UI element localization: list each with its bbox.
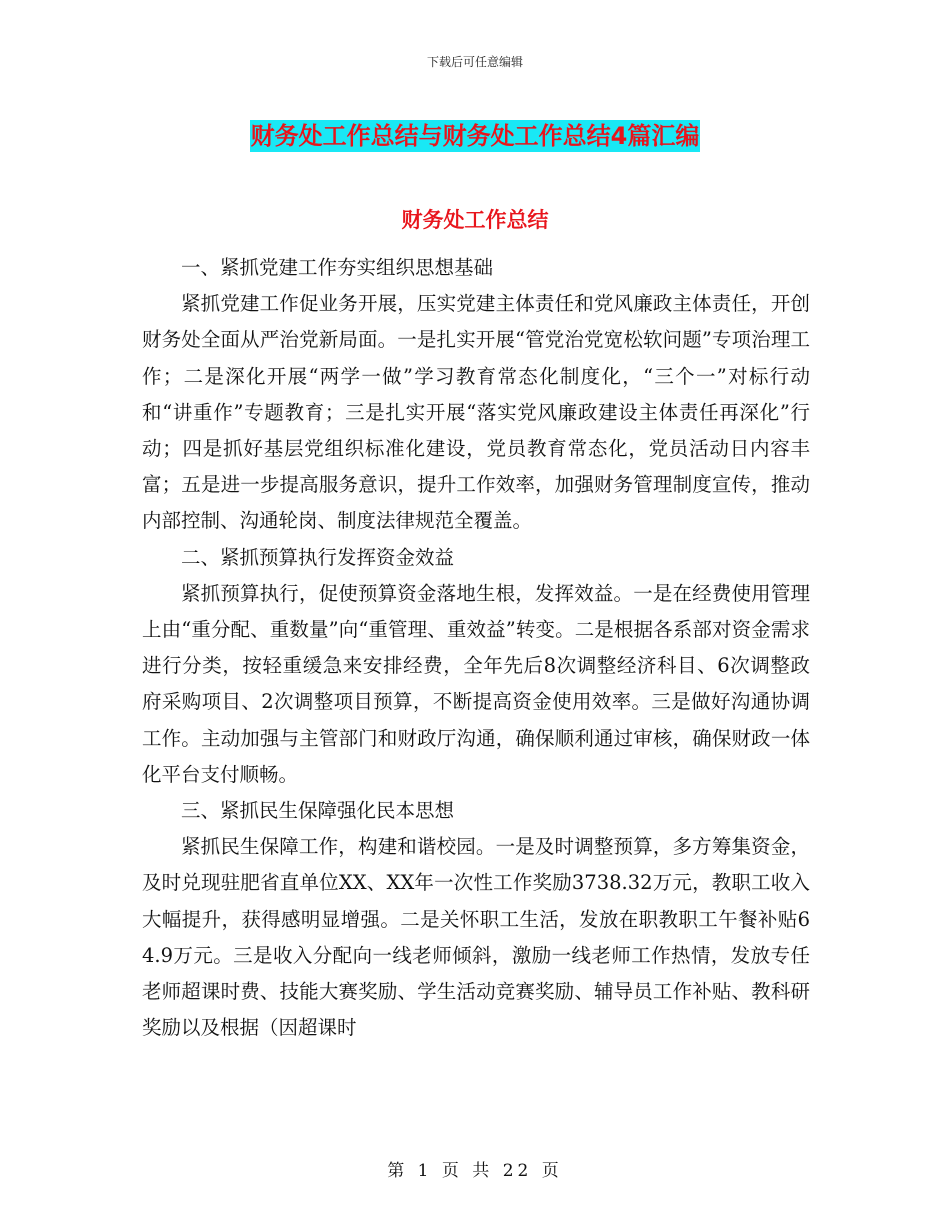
paragraph-livelihood: 紧抓民生保障工作，构建和谐校园。一是及时调整预算，多方筹集资金，及时兑现驻肥省直单位XX、XX年一次性工作奖励3738.32万元，教职工收入大幅提升，获得感明显增强。二是关怀职工生活，发放在职教职工午餐补贴64.9万元。三是收入分配向一线老师倾斜，激励一线老师工作热情，发放专任老师超课时费、技能大赛奖励、学生活动竞赛奖励、辅导员工作补贴、教科研奖励以及根据（因超课时 xyxy=(142,835,810,1040)
heading-budget-execution: 二、紧抓预算执行发挥资金效益 xyxy=(181,545,455,569)
paragraph-budget-execution: 紧抓预算执行，促使预算资金落地生根，发挥效益。一是在经费使用管理上由“重分配、重数量”向“重管理、重效益”转变。二是根据各系部对资金需求进行分类，按轻重缓急来安排经费，全年先后8次调整经济科目、6次调整政府采购项目、2次调整项目预算，不断提高资金使用效率。三是做好沟通协调工作。主动加强与主管部门和财政厅沟通，确保顺利通过审核，确保财政一体化平台支付顺畅。 xyxy=(142,581,810,786)
document-title-text: 财务处工作总结与财务处工作总结4篇汇编 xyxy=(250,122,700,150)
page-number: 第 1 页 共 22 页 xyxy=(387,1161,563,1181)
paragraph-party-building: 紧抓党建工作促业务开展，压实党建主体责任和党风廉政主体责任，开创财务处全面从严治党新局面。一是扎实开展“管党治党宽松软问题”专项治理工作；二是深化开展“两学一做”学习教育常态化制度化，“三个一”对标行动和“讲重作”专题教育；三是扎实开展“落实党风廉政建设主体责任再深化”行动；四是抓好基层党组织标准化建设，党员教育常态化，党员活动日内容丰富；五是进一步提高服务意识，提升工作效率，加强财务管理制度宣传，推动内部控制、沟通轮岗、制度法律规范全覆盖。 xyxy=(142,292,810,533)
heading-livelihood: 三、紧抓民生保障强化民本思想 xyxy=(181,799,455,823)
section-title: 财务处工作总结 xyxy=(401,208,549,232)
page-header-note: 下载后可任意编辑 xyxy=(426,55,523,69)
document-title xyxy=(0,116,950,151)
document-body xyxy=(142,250,810,1046)
heading-party-building: 一、紧抓党建工作夯实组织思想基础 xyxy=(181,256,494,279)
